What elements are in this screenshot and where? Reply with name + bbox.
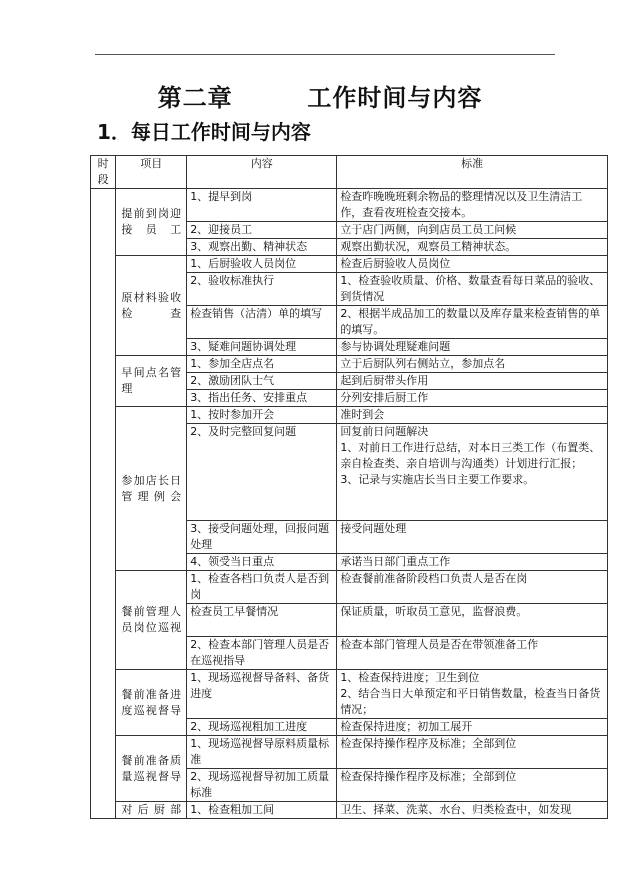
item-cell: [116, 571, 187, 670]
table-row: [91, 407, 608, 424]
schedule-table: [90, 155, 608, 819]
table-row: [91, 189, 608, 222]
item-label: 早间点名管理: [121, 366, 182, 395]
standard-cell: 检查本部门管理人员是否在带领准备工作: [337, 637, 608, 670]
content-cell: 2、迎接员工: [187, 222, 337, 239]
content-cell: 2、现场巡视粗加工进度: [187, 719, 337, 736]
content-cell: 2、激励团队士气: [187, 373, 337, 390]
item-label: 餐前管理人员岗位巡视: [121, 605, 182, 634]
chapter-title: 第二章 工作时间与内容: [157, 84, 483, 112]
item-label: 原材料验收检查: [121, 290, 182, 320]
content-cell: 检查员工早餐情况: [187, 604, 337, 637]
item-label: 对后厨部: [121, 803, 182, 816]
item-label: 餐前准备进度巡视督导: [121, 687, 182, 717]
standard-cell: 检查昨晚晚班剩余物品的整理情况以及卫生清洁工作，查看夜班检查交接本。: [337, 189, 608, 222]
table-row: [91, 256, 608, 273]
standard-cell: 准时到会: [337, 407, 608, 424]
period-cell: [91, 189, 116, 819]
standard-cell: 2、根据半成品加工的数量以及库存量来检查销售的单的填写。: [337, 306, 608, 339]
content-cell: 1、按时参加开会: [187, 407, 337, 424]
standard-cell: 参与协调处理疑难问题: [337, 339, 608, 356]
content-cell: 2、及时完整回复问题: [187, 424, 337, 521]
content-cell: 1、参加全店点名: [187, 356, 337, 373]
table-header-row: [91, 156, 608, 189]
standard-cell: 检查餐前准备阶段档口负责人是否在岗: [337, 571, 608, 604]
item-label: 餐前准备质量巡视督导: [121, 753, 182, 783]
standard-cell: 起到后厨带头作用: [337, 373, 608, 390]
item-cell: [116, 256, 187, 356]
standard-cell: 检查保持操作程序及标准；全部到位: [337, 769, 608, 802]
content-cell: 2、现场巡视督导初加工质量标准: [187, 769, 337, 802]
content-cell: 1、提早到岗: [187, 189, 337, 222]
section-title: 1．每日工作时间与内容: [97, 120, 311, 144]
standard-cell: 接受问题处理: [337, 521, 608, 554]
item-label: 参加店长日管理例会: [121, 473, 182, 503]
table-body: [91, 189, 608, 819]
table-row: [91, 670, 608, 719]
item-cell: [116, 189, 187, 256]
item-cell: [116, 736, 187, 802]
standard-cell: 检查保持操作程序及标准；全部到位: [337, 736, 608, 769]
content-cell: 1、后厨验收人员岗位: [187, 256, 337, 273]
standard-cell: 立于店门两侧，向到店员工员工问候: [337, 222, 608, 239]
standard-cell: 1、检查验收质量、价格、数量查看每日菜品的验收、到货情况: [337, 273, 608, 306]
content-cell: 4、领受当日重点: [187, 554, 337, 571]
standard-cell: 分列安排后厨工作: [337, 390, 608, 407]
content-cell: 2、检查本部门管理人员是否在巡视指导: [187, 637, 337, 670]
table-row: [91, 736, 608, 769]
item-cell: [116, 407, 187, 571]
table-row: [91, 802, 608, 819]
content-cell: 3、接受问题处理，回报问题处理: [187, 521, 337, 554]
item-label: 提前到岗迎接员工: [121, 207, 182, 236]
header-period: 时段: [91, 156, 116, 189]
content-cell: 1、现场巡视督导备料、备货进度: [187, 670, 337, 719]
header-item: 项目: [116, 156, 187, 189]
content-cell: 3、观察出勤、精神状态: [187, 239, 337, 256]
content-cell: 2、验收标准执行: [187, 273, 337, 306]
header-standard: 标准: [337, 156, 608, 189]
content-cell: 检查销售（沽清）单的填写: [187, 306, 337, 339]
content-cell: 1、检查粗加工间: [187, 802, 337, 819]
table-row: [91, 356, 608, 373]
item-cell: [116, 802, 187, 819]
standard-cell: 保证质量，听取员工意见，监督浪费。: [337, 604, 608, 637]
content-cell: 1、检查各档口负责人是否到岗: [187, 571, 337, 604]
item-cell: [116, 670, 187, 736]
content-cell: 3、指出任务、安排重点: [187, 390, 337, 407]
item-cell: [116, 356, 187, 407]
table-row: [91, 571, 608, 604]
content-cell: 1、现场巡视督导原料质量标准: [187, 736, 337, 769]
standard-cell: 立于后厨队列右侧站立，参加点名: [337, 356, 608, 373]
standard-cell: 检查保持进度；初加工展开: [337, 719, 608, 736]
standard-cell: 回复前日问题解决 1、对前日工作进行总结，对本日三类工作（布置类、亲自检查类、亲自培训与沟通类）计划进行汇报； 3、记录与实施店长当日主要工作要求。: [337, 424, 608, 521]
standard-cell: 承诺当日部门重点工作: [337, 554, 608, 571]
header-content: 内容: [187, 156, 337, 189]
content-cell: 3、疑难问题协调处理: [187, 339, 337, 356]
standard-cell: 检查后厨验收人员岗位: [337, 256, 608, 273]
standard-cell: 1、检查保持进度；卫生到位 2、结合当日大单预定和平日销售数量，检查当日备货情况；: [337, 670, 608, 719]
header-rule: [95, 54, 555, 55]
standard-cell: 观察出勤状况，观察员工精神状态。: [337, 239, 608, 256]
standard-cell: 卫生、择菜、洗菜、水台、归类检查中，如发现: [337, 802, 608, 819]
